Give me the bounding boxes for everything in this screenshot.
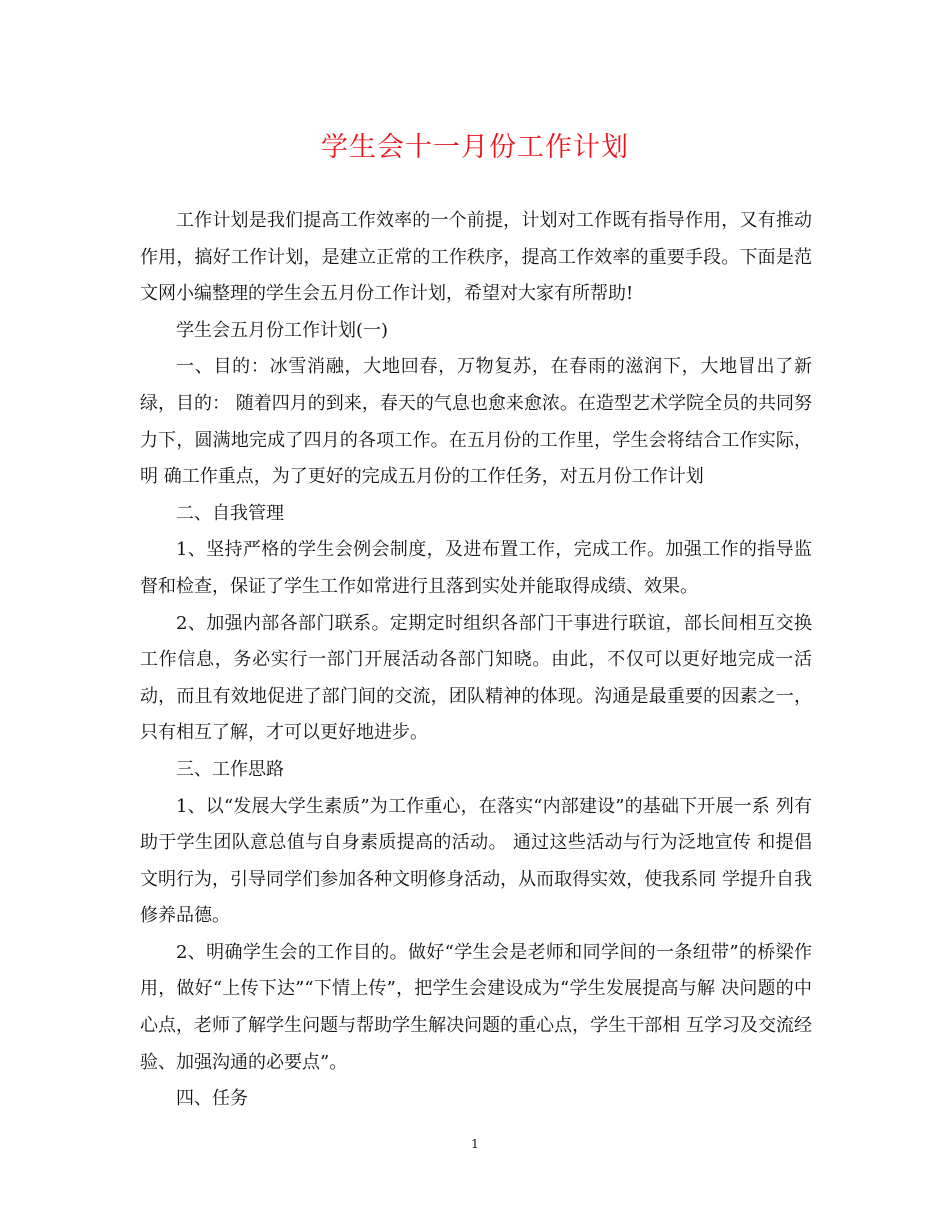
section-heading-plan-one: 学生会五月份工作计划(一) <box>176 319 389 341</box>
self-management-item-2: 2、加强内部各部门联系。定期定时组织各部门干事进行联谊，部长间相互交换 工作信息，务必实行一部门开展活动各部门知晓。由此，不仅可以更好地完成一活动，而且有效地促进了部门间的交流，团队精神的体现。沟通是最重要的因素之一，只有相互了解，才可以更好地进步。 <box>140 612 812 744</box>
work-approach-item-1: 1、以“发展大学生素质”为工作重心，在落实“内部建设”的基础下开展一系 列有助于学生团队意总值与自身素质提高的活动。 通过这些活动与行为泛地宣传 和提倡文明行为，引导同学们参加各种文明修身活动，从而取得实效，使我系同 学提升自我修养品德。 <box>140 795 812 927</box>
document-title: 学生会十一月份工作计划 <box>321 132 629 163</box>
section-heading-work-approach: 三、工作思路 <box>176 758 284 780</box>
page-number: 1 <box>471 1137 479 1151</box>
work-approach-item-2: 2、明确学生会的工作目的。做好“学生会是老师和同学间的一条纽带”的桥梁作用，做好“上传下达”“下情上传”，把学生会建设成为“学生发展提高与解 决问题的中心点，老师了解学生问题与帮助学生解决问题的重心点，学生干部相 互学习及交流经验、加强沟通的必要点”。 <box>140 941 812 1073</box>
intro-paragraph: 工作计划是我们提高工作效率的一个前提，计划对工作既有指导作用，又有推动作用，搞好工作计划，是建立正常的工作秩序，提高工作效率的重要手段。下面是范文网小编整理的学生会五月份工作计划，希望对大家有所帮助! <box>140 210 812 305</box>
purpose-paragraph: 一、目的：冰雪消融，大地回春，万物复苏，在春雨的滋润下，大地冒出了新绿，目的： 随着四月的到来，春天的气息也愈来愈浓。在造型艺术学院全员的共同努力下，圆满地完成了四月的各项工作。在五月份的工作里，学生会将结合工作实际，明 确工作重点，为了更好的完成五月份的工作任务，对五月份工作计划 <box>140 356 812 488</box>
self-management-item-1: 1、坚持严格的学生会例会制度，及进布置工作，完成工作。加强工作的指导监 督和检查，保证了学生工作如常进行且落到实处并能取得成绩、效果。 <box>140 539 812 597</box>
document-body <box>140 203 812 1118</box>
section-heading-self-management: 二、自我管理 <box>176 502 284 524</box>
section-heading-tasks: 四、任务 <box>176 1088 248 1110</box>
